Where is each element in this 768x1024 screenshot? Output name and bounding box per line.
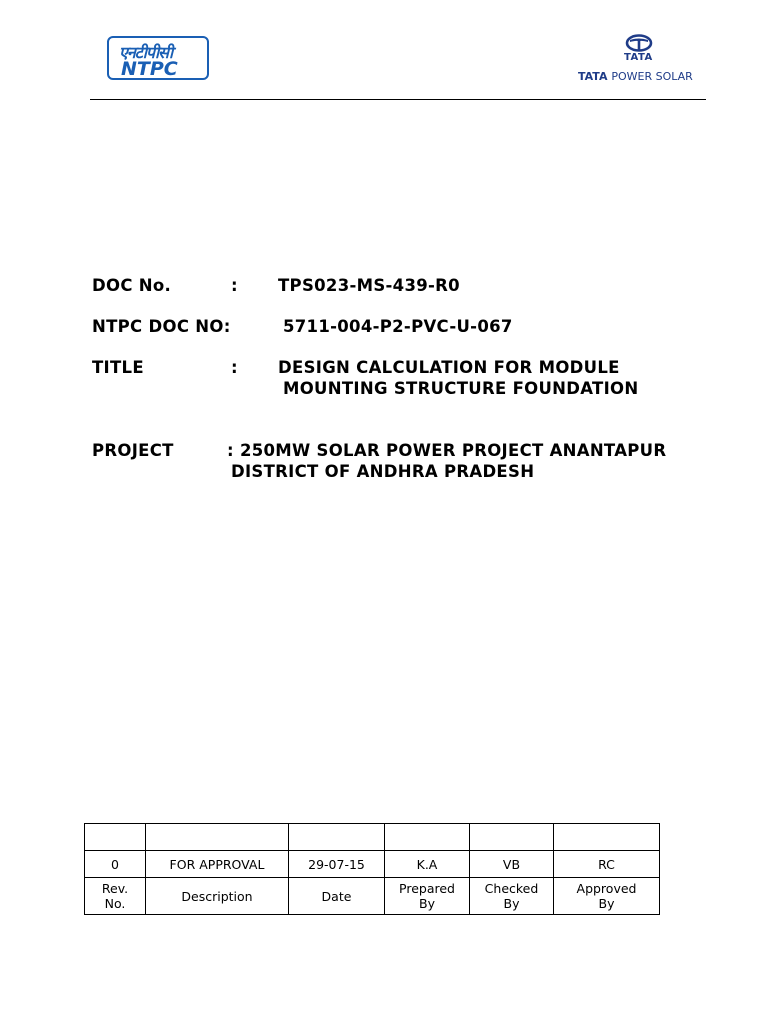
header-text: By — [503, 896, 520, 911]
table-cell — [554, 824, 660, 851]
tata-emblem-icon — [625, 34, 653, 52]
header-text: Date — [321, 888, 352, 904]
project-label: PROJECT — [92, 441, 174, 460]
header-checked-by — [470, 878, 554, 915]
header-approved-by — [554, 878, 660, 915]
header-date — [289, 878, 385, 915]
prepared-by-cell: K.A — [385, 851, 470, 878]
table-cell — [85, 824, 146, 851]
tata-brand-bold: TATA — [578, 70, 608, 83]
doc-no-label: DOC No. — [92, 276, 172, 295]
doc-no-separator: : — [231, 276, 238, 295]
tata-power-solar-logo — [575, 32, 707, 88]
table-cell — [470, 824, 554, 851]
ntpc-doc-label: NTPC DOC NO: — [92, 317, 231, 336]
title-line-2: MOUNTING STRUCTURE FOUNDATION — [283, 379, 639, 398]
header-rev-no — [85, 878, 146, 915]
ntpc-doc-value: 5711-004-P2-PVC-U-067 — [283, 317, 513, 336]
header-divider — [90, 99, 706, 100]
title-label: TITLE — [92, 358, 144, 377]
table-cell — [385, 824, 470, 851]
header-text: No. — [104, 896, 126, 911]
header-prepared-by — [385, 878, 470, 915]
rev-no-cell: 0 — [85, 851, 146, 878]
revision-table — [84, 823, 660, 915]
header-description — [146, 878, 289, 915]
table-cell — [146, 824, 289, 851]
project-line-2: DISTRICT OF ANDHRA PRADESH — [231, 462, 535, 481]
header-text: By — [419, 896, 435, 911]
project-line-1: : 250MW SOLAR POWER PROJECT ANANTAPUR — [227, 441, 667, 460]
header-text: Rev. — [101, 881, 129, 896]
header-text: Prepared — [399, 881, 455, 896]
header-text: By — [598, 896, 615, 911]
ntpc-logo-text: NTPC — [121, 58, 178, 80]
title-separator: : — [231, 358, 238, 377]
header-text: Checked — [484, 881, 539, 896]
header-text: Approved — [576, 881, 637, 896]
ntpc-logo — [107, 36, 209, 80]
table-cell — [289, 824, 385, 851]
doc-no-value: TPS023-MS-439-R0 — [278, 276, 460, 295]
table-row — [85, 851, 660, 878]
table-row-blank — [85, 824, 660, 851]
checked-by-cell: VB — [470, 851, 554, 878]
ntpc-logo-hindi: एनटीपीसी — [119, 43, 173, 62]
header-text: Description — [181, 888, 253, 904]
date-cell: 29-07-15 — [289, 851, 385, 878]
title-line-1: DESIGN CALCULATION FOR MODULE — [278, 358, 620, 377]
tata-emblem-word: TATA — [624, 52, 653, 63]
tata-brand-rest: POWER SOLAR — [611, 70, 693, 83]
approved-by-cell: RC — [554, 851, 660, 878]
table-header-row — [85, 878, 660, 915]
tata-brand-text — [578, 70, 693, 83]
description-cell: FOR APPROVAL — [146, 851, 289, 878]
